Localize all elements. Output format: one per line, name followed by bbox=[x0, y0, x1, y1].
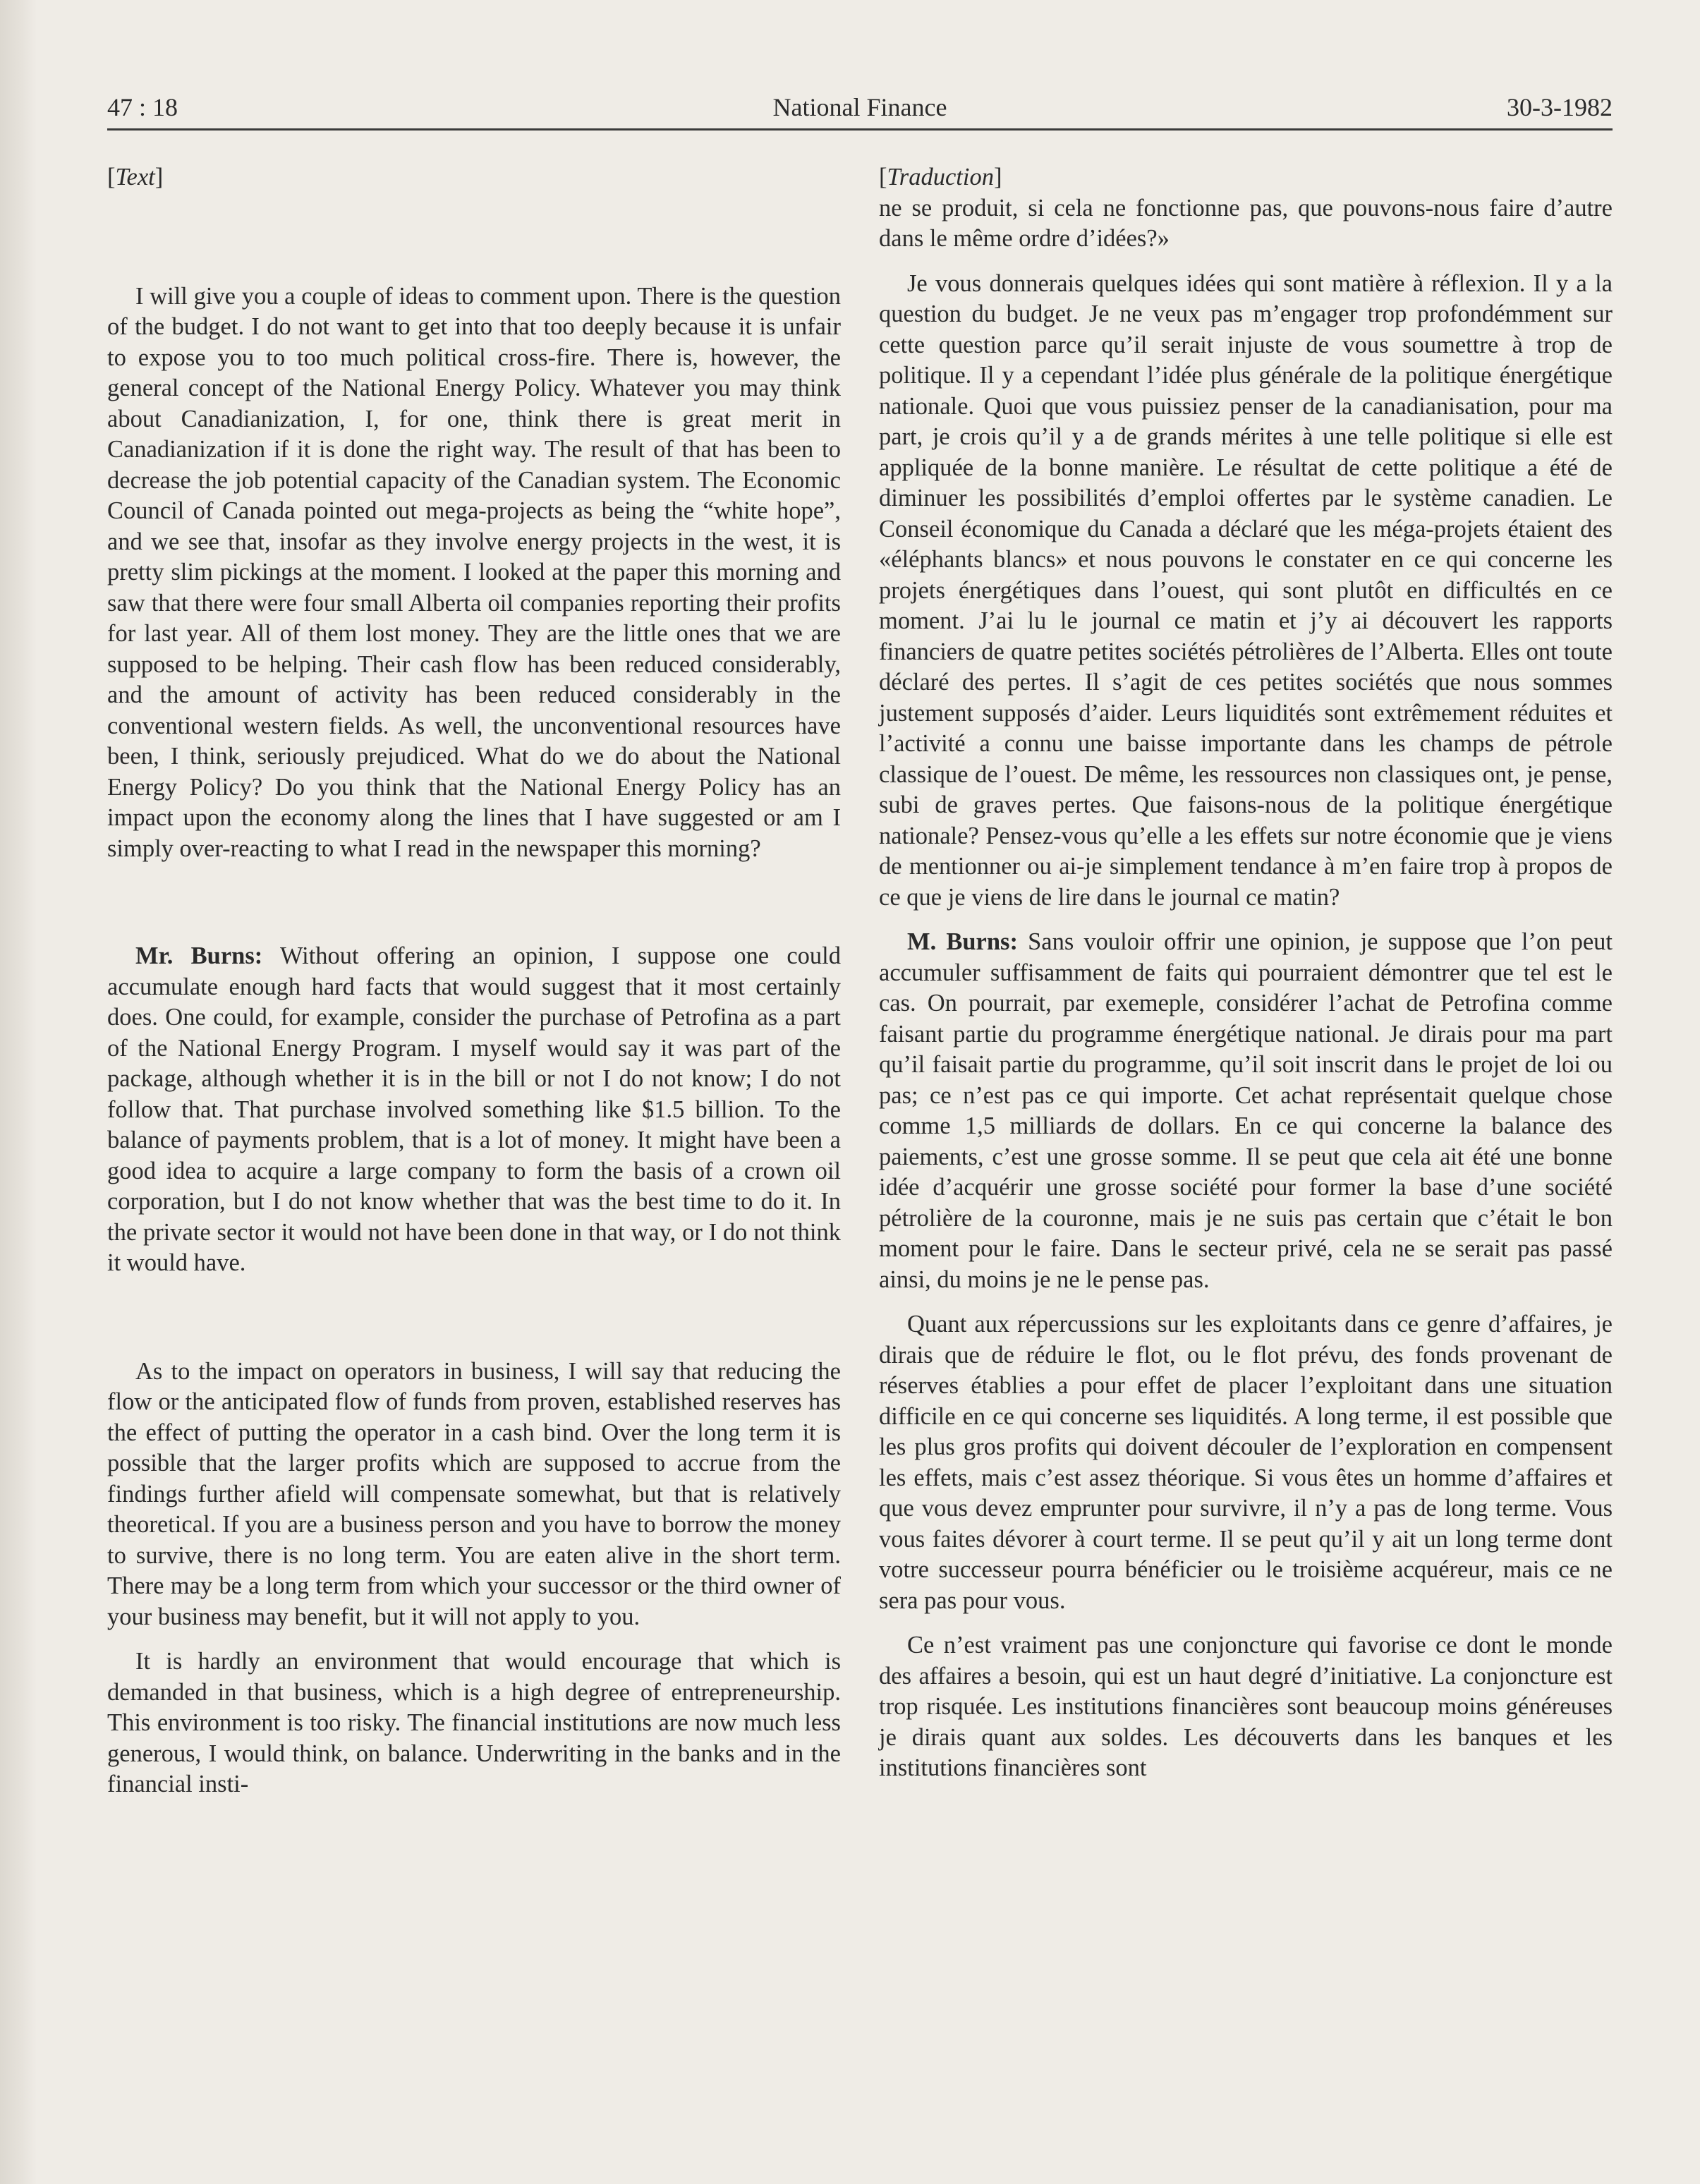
speaker-name-fr: M. Burns: bbox=[907, 928, 1018, 955]
page-date: 30-3-1982 bbox=[1507, 93, 1613, 121]
paragraph-impact-operators-fr: Quant aux répercussions sur les exploitants dans ce genre d’affaires, je dirais que de réduire le flot, ou le flot prévu, des fonds provenant de réserves établies a pour effet de placer l’exploitant dans une situation difficile en ce qui concerne ses liquidités. A long terme, il est possible que les plus gros profits qui doivent découler de l’exploration en compensent les effets, mais c’est assez théorique. Si vous êtes un homme d’affaires et que vous devez emprunter pour survivre, il n’y a pas de long terme. Vous vous faites dévorer à court terme. Il se peut qu’il y ait un long terme dont votre successeur pourra bénéficier ou le troisième acquéreur, mais ce ne sera pas pour vous. bbox=[879, 1311, 1613, 1614]
speaker-name: Mr. Burns: bbox=[135, 942, 263, 969]
french-column bbox=[879, 162, 1613, 1784]
paragraph-environment: It is hardly an environment that would encourage that which is demanded in that business, which is a high degree of entrepreneurship. This environment is too risky. The financial institutions are now much less generous, I would think, on balance. Underwriting in the banks and in the financial insti- bbox=[107, 1648, 841, 1797]
paragraph-burns-answer-fr: M. Burns: Sans vouloir offrir une opinion, je suppose que l’on peut accumuler suffisamment de faits qui pourraient démontrer que tel est le cas. On pourrait, par exemeple, considérer l’achat de Petrofina comme faisant partie du programme énergétique national. Je dirais pour ma part qu’il faisait partie du programme, qu’il soit inscrit dans le projet de loi ou pas; ce n’est pas ce qui importe. Cet achat représentait quelque chose comme 1,5 milliards de dollars. En ce qui concerne la balance des paiements, c’est une grosse somme. Il se peut que cela ait été une bonne idée d’acquérir une grosse société pour former la base d’une société pétrolière de la couronne, mais je ne suis pas certain que c’était le bon moment pour le faire. Dans le secteur privé, cela ne se serait pas passé ainsi, du moins je ne le pense pas. bbox=[879, 928, 1613, 1293]
paragraph-burns-answer: Mr. Burns: Without offering an opinion, I suppose one could accumulate enough hard facts that would suggest that it most certainly does. One could, for example, consider the purchase of Petrofina as a part of the National Energy Program. I myself would say it was part of the package, although whether it is in the bill or not I do not know; I do not follow that. That purchase involved something like $1.5 billion. To the balance of payments problem, that is a lot of money. It might have been a good idea to acquire a large company to form the basis of a crown oil corporation, but I do not know whether that was the best time to do it. In the private sector it would not have been done in that way, or I do not think it would have. bbox=[107, 942, 842, 1276]
publication-title: National Finance bbox=[772, 93, 947, 121]
paragraph-environment-fr: Ce n’est vraiment pas une conjoncture qui favorise ce dont le monde des affaires a besoin, qui est un haut degré d’initiative. La conjoncture est trop risquée. Les institutions financières sont beaucoup moins généreuses je dirais quant aux soldes. Les découverts dans les banques et les institutions financières sont bbox=[879, 1632, 1613, 1781]
section-label-text: [Text] bbox=[107, 164, 164, 190]
paragraph-continuation: ne se produit, si cela ne fonctionne pas, que pouvons-nous faire d’autre dans le même ordre d’idées?» bbox=[879, 194, 1613, 252]
paragraph-question: I will give you a couple of ideas to comment upon. There is the question of the budget. I do not want to get into that too deeply because it is unfair to expose you to too much political cross-fire. There is, however, the general concept of the National Energy Policy. Whatever you may think about Canadianization, I, for one, think there is great merit in Canadianization if it is done the right way. The result of that has been to decrease the job potential capacity of the Canadian system. The Economic Council of Canada pointed out mega-projects as being the “white hope”, and we see that, insofar as they involve energy projects in the west, it is pretty slim pickings at the moment. I looked at the paper this morning and saw that there were four small Alberta oil companies reporting their profits for last year. All of them lost money. They are the little ones that we are supposed to be helping. Their cash flow has been reduced considerably, and the amount of activity has been reduced considerably in the conventional western fields. As well, the unconventional resources have been, I think, seriously prejudiced. What do we do about the National Energy Policy? Do you think that the National Energy Policy has an impact upon the economy along the lines that I have suggested or am I simply over-reacting to what I read in the newspaper this morning? bbox=[107, 282, 841, 862]
section-label-traduction: [Traduction] bbox=[879, 164, 1002, 190]
page-reference: 47 : 18 bbox=[107, 93, 178, 121]
header-rule bbox=[107, 128, 1613, 131]
paragraph-impact-operators: As to the impact on operators in business, I will say that reducing the flow or the anticipated flow of funds from proven, established reserves has the effect of putting the operator in a cash bind. Over the long term it is possible that the larger profits which are supposed to accrue from the findings further afield will compensate somewhat, but that is relatively theoretical. If you are a business person and you have to borrow the money to survive, there is no long term. You are eaten alive in the short term. There may be a long term from which your successor or the third owner of your business may benefit, but it will not apply to you. bbox=[107, 1357, 841, 1630]
english-column bbox=[107, 162, 841, 1800]
paragraph-question-fr: Je vous donnerais quelques idées qui sont matière à réflexion. Il y a la question du budget. Je ne veux pas m’engager trop profondémment sur cette question parce qu’il serait injuste de vous soumettre à trop de politique. Il y a cependant l’idée plus générale de la politique énergétique nationale. Quoi que vous puissiez penser de la canadianisation, pour ma part, je crois qu’il y a de grands mérites à une telle politique si elle est appliquée de la bonne manière. Le résultat de cette politique a été de diminuer les possibilités d’emploi offertes par le système canadien. Le Conseil économique du Canada a déclaré que les méga-projets étaient des «éléphants blancs» et nous pouvons le constater en ce qui concerne les projets énergétiques dans l’ouest, qui sont plutôt en difficultés en ce moment. J’ai lu le journal ce matin et j’y ai découvert les rapports financiers de quatre petites sociétés pétrolières de l’Alberta. Elles ont toute déclaré des pertes. Il s’agit de ces petites sociétés que nous sommes justement supposés d’aider. Leurs liquidités sont extrêmement réduites et l’activité a connu une baisse importante dans les champs de pétrole classique de l’ouest. De même, les ressources non classiques ont, je pense, subi de graves pertes. Que faisons-nous de la politique énergétique nationale? Pensez-vous qu’elle a les effets sur notre économie que je viens de mentionner ou ai-je simplement tendance à m’en faire trop à propos de ce que je viens de lire dans le journal ce matin? bbox=[879, 269, 1613, 911]
page-header bbox=[107, 86, 1613, 128]
page-edge-shadow bbox=[0, 0, 37, 2184]
